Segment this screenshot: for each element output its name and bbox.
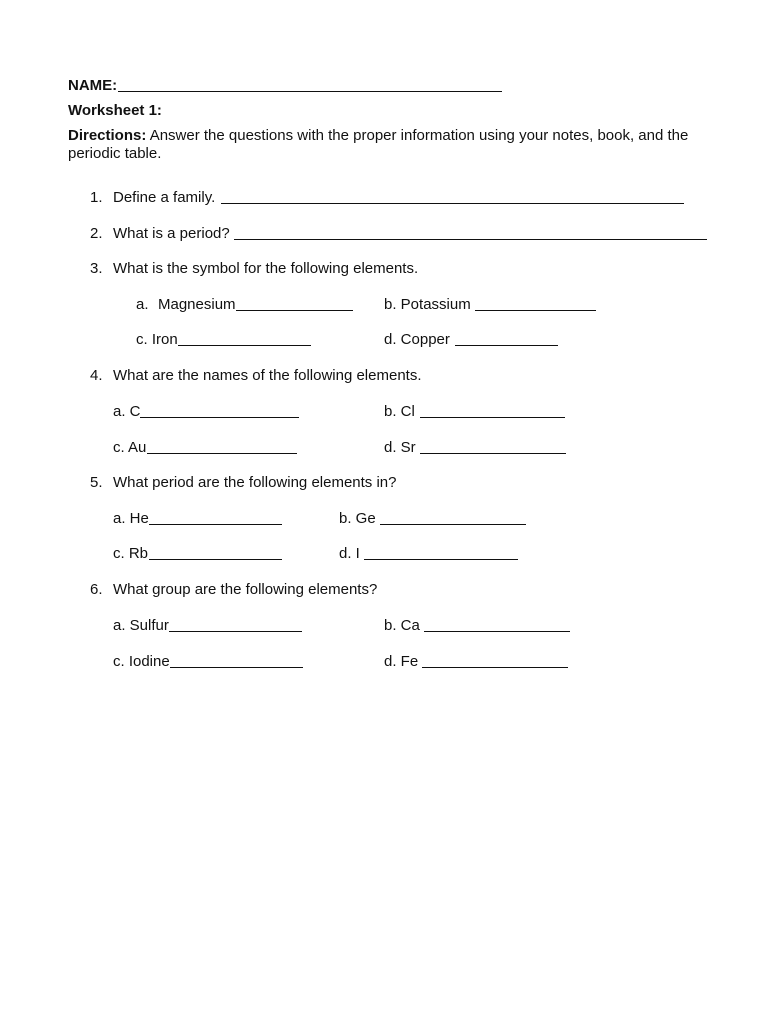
answer-line[interactable]	[420, 417, 565, 418]
sub-item-label: d. I	[339, 545, 360, 562]
sub-item-label: b. Ge	[339, 510, 376, 527]
question-text: What is a period?	[113, 225, 230, 242]
question-text: What period are the following elements in?	[113, 474, 397, 491]
question-text: What is the symbol for the following elements.	[113, 260, 419, 277]
directions-text: Answer the questions with the proper information using your notes, book, and the periodic table.	[68, 127, 689, 162]
sub-item-label: d. Sr	[384, 439, 416, 456]
sub-item-label: a. He	[113, 510, 149, 527]
sub-item-letter: a.	[136, 296, 149, 313]
directions	[68, 127, 718, 163]
answer-line[interactable]	[178, 345, 311, 346]
question-number: 5.	[90, 474, 103, 491]
answer-line[interactable]	[149, 524, 282, 525]
sub-item-label: d. Fe	[384, 653, 419, 670]
sub-item-label: a. C	[113, 403, 141, 420]
sub-item-label: b. Cl	[384, 403, 415, 420]
question-number: 1.	[90, 189, 103, 206]
answer-line[interactable]	[149, 559, 282, 560]
answer-line[interactable]	[364, 559, 518, 560]
sub-item-label: c. Rb	[113, 545, 149, 562]
sub-item-label: c. Iodine	[113, 653, 170, 670]
name-answer-line[interactable]	[118, 91, 502, 92]
answer-line[interactable]	[422, 667, 568, 668]
answer-line[interactable]	[455, 345, 558, 346]
answer-line[interactable]	[147, 453, 297, 454]
sub-item-label: d. Copper	[384, 331, 450, 348]
question-text: What group are the following elements?	[113, 581, 378, 598]
answer-line[interactable]	[420, 453, 566, 454]
answer-line[interactable]	[221, 203, 684, 204]
answer-line[interactable]	[140, 417, 299, 418]
worksheet-title: Worksheet 1:	[68, 102, 162, 119]
sub-item-label: c. Iron	[136, 331, 178, 348]
sub-item-label: b. Potassium	[384, 296, 471, 313]
question-number: 4.	[90, 367, 103, 384]
question-text: What are the names of the following elements.	[113, 367, 422, 384]
answer-line[interactable]	[169, 631, 302, 632]
name-label: NAME:	[68, 77, 118, 94]
answer-line[interactable]	[234, 239, 707, 240]
answer-line[interactable]	[475, 310, 596, 311]
sub-item-label: a. Sulfur	[113, 617, 169, 634]
question-number: 2.	[90, 225, 103, 242]
sub-item-label: c. Au	[113, 439, 147, 456]
answer-line[interactable]	[236, 310, 353, 311]
question-number: 6.	[90, 581, 103, 598]
question-number: 3.	[90, 260, 103, 277]
directions-label: Directions:	[68, 127, 147, 144]
question-text: Define a family.	[113, 189, 216, 206]
answer-line[interactable]	[424, 631, 570, 632]
answer-line[interactable]	[380, 524, 526, 525]
sub-item-label: Magnesium	[158, 296, 236, 313]
sub-item-label: b. Ca	[384, 617, 420, 634]
answer-line[interactable]	[170, 667, 303, 668]
